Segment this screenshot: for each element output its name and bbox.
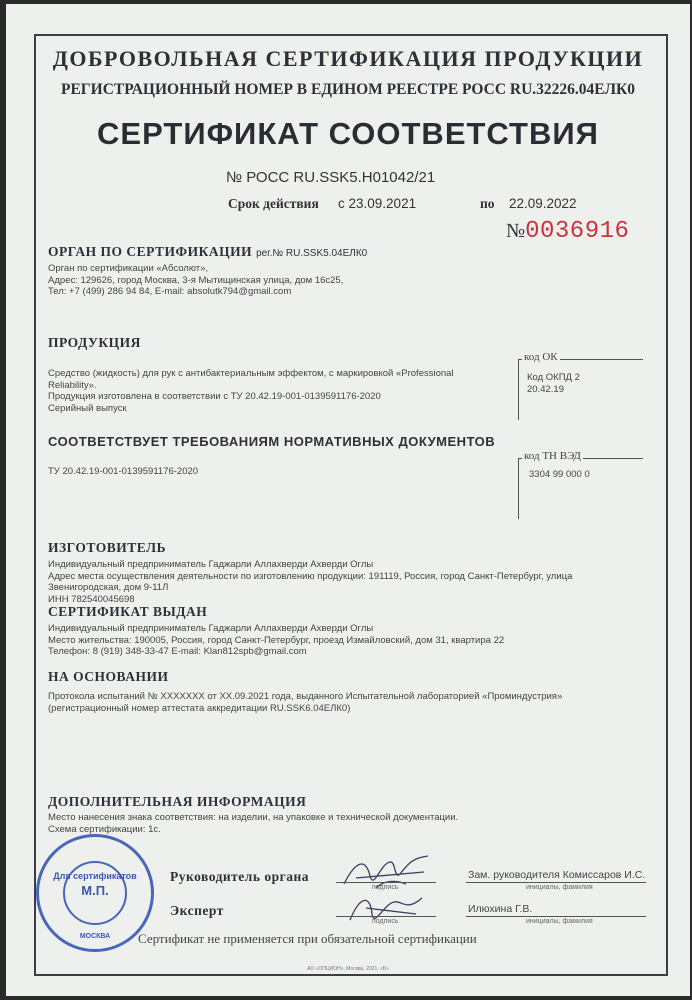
basis-details (48, 691, 562, 714)
section-heading-product: ПРОДУКЦИЯ (48, 335, 141, 350)
tnved-code-line: 3304 99 000 0 (529, 469, 590, 480)
section-heading-basis: НА ОСНОВАНИИ (48, 669, 169, 684)
issued-to-line: Индивидуальный предприниматель Гаджарли Аллахверди Ахверди Оглы (48, 623, 374, 634)
blank-number-value: 0036916 (525, 218, 630, 245)
section-heading-organ (48, 244, 367, 260)
okpd-code-line: 20.42.19 (527, 383, 564, 395)
organ-line: Орган по сертификации «Абсолют», (48, 263, 209, 274)
okpd-code-box (518, 351, 643, 420)
validity-label: Срок действия (228, 196, 319, 211)
section-heading-issued-to: СЕРТИФИКАТ ВЫДАН (48, 604, 208, 619)
head-name-caption: инициалы, фамилия (526, 884, 593, 891)
validity-to-label: по (480, 196, 495, 211)
expert-sig-caption: подпись (372, 918, 399, 925)
section-heading-additional: ДОПОЛНИТЕЛЬНАЯ ИНФОРМАЦИЯ (48, 794, 307, 809)
head-sig-caption: подпись (372, 884, 399, 891)
organ-reg-number: рег.№ RU.SSK5.04ЕЛК0 (256, 248, 368, 259)
certificate-number: № РОСС RU.SSK5.H01042/21 (226, 169, 436, 186)
section-heading-conformity: СООТВЕТСТВУЕТ ТРЕБОВАНИЯМ НОРМАТИВНЫХ ДОКУМЕНТОВ (48, 434, 496, 449)
okpd-code-box-label: код ОК (524, 351, 558, 363)
organ-details (48, 263, 343, 298)
organ-line: Адрес: 129626, город Москва, 3-я Мытищинская улица, дом 16с25, (48, 274, 344, 286)
seal-bottom: МОСКВА (79, 933, 111, 940)
blank-number (506, 216, 629, 245)
manufacturer-line: Адрес места осуществления деятельности по изготовлению продукции: 191119, Россия, город Санкт-Петербург, улица (48, 570, 573, 582)
head-name: Зам. руководителя Комиссаров И.С. (468, 869, 646, 881)
seal-stamp (36, 834, 154, 952)
expert-name-caption: инициалы, фамилия (526, 918, 593, 925)
certificate-page (6, 4, 690, 996)
seal-center: М.П. (81, 883, 109, 898)
product-line: Reliability». (48, 379, 97, 391)
product-line: Продукция изготовлена в соответствии с ТУ 20.42.19-001-0139591176-2020 (48, 391, 381, 402)
disclaimer: Сертификат не применяется при обязательной сертификации (138, 931, 477, 946)
head-of-body-label: Руководитель органа (170, 869, 310, 884)
expert-label: Эксперт (170, 903, 224, 918)
header-line-2: РЕГИСТРАЦИОННЫЙ НОМЕР В ЕДИНОМ РЕЕСТРЕ РОСС RU.32226.04ЕЛК0 (61, 81, 635, 98)
organ-heading: ОРГАН ПО СЕРТИФИКАЦИИ (48, 244, 253, 259)
validity-from-date: 23.09.2021 (348, 196, 417, 211)
header-line-1: ДОБРОВОЛЬНАЯ СЕРТИФИКАЦИЯ ПРОДУКЦИИ (52, 46, 644, 71)
validity-from-prefix: с (338, 196, 345, 211)
validity-to-date: 22.09.2022 (509, 196, 577, 211)
conformity-standard: ТУ 20.42.19-001-0139591176-2020 (48, 466, 199, 477)
basis-line: Протокола испытаний № XXXXXXX от XX.09.2021 года, выданного Испытательной лабораторией «Проминдустрия» (48, 691, 563, 702)
additional-details (48, 812, 458, 835)
product-details (48, 368, 454, 414)
manufacturer-details (48, 559, 572, 605)
tnved-code-box (518, 450, 643, 519)
product-line: Серийный выпуск (48, 402, 127, 414)
section-heading-manufacturer: ИЗГОТОВИТЕЛЬ (48, 540, 167, 555)
additional-line: Место нанесения знака соответствия: на изделии, на упаковке и технической документации. (48, 812, 459, 823)
basis-line: (регистрационный номер аттестата аккредитации RU.SSK6.04ЕЛК0) (48, 702, 351, 714)
issued-to-details (48, 623, 504, 658)
issued-to-line: Место жительства: 190005, Россия, город Санкт-Петербург, проезд Измайловский, дом 31, квартира 22 (48, 634, 505, 646)
tnved-code-box-label: код ТН ВЭД (524, 450, 581, 462)
print-footer: АО «ОПЦИОН», Москва, 2021, «Б» (307, 966, 389, 972)
organ-line: Тел: +7 (499) 286 94 84, E-mail: absolutk794@gmail.com (48, 286, 292, 297)
issued-to-line: Телефон: 8 (919) 348-33-47 E-mail: Klan812spb@gmail.com (48, 646, 307, 657)
okpd-code-line: Код ОКПД 2 (527, 372, 580, 383)
expert-name: Илюхина Г.В. (468, 903, 533, 915)
manufacturer-line: Звенигородская, дом 9-11Л (48, 582, 169, 593)
document-title: СЕРТИФИКАТ СООТВЕТСТВИЯ (97, 116, 599, 151)
additional-line: Схема сертификации: 1с. (48, 823, 161, 835)
manufacturer-line: ИНН 782540045698 (48, 593, 135, 605)
validity-from (338, 196, 416, 211)
blank-number-prefix: № (506, 220, 526, 242)
seal-sub: Для сертификатов (53, 871, 137, 881)
manufacturer-line: Индивидуальный предприниматель Гаджарли Аллахверди Ахверди Оглы (48, 559, 374, 570)
product-line: Средство (жидкость) для рук с антибактериальным эффектом, с маркировкой «Professional (48, 368, 454, 379)
